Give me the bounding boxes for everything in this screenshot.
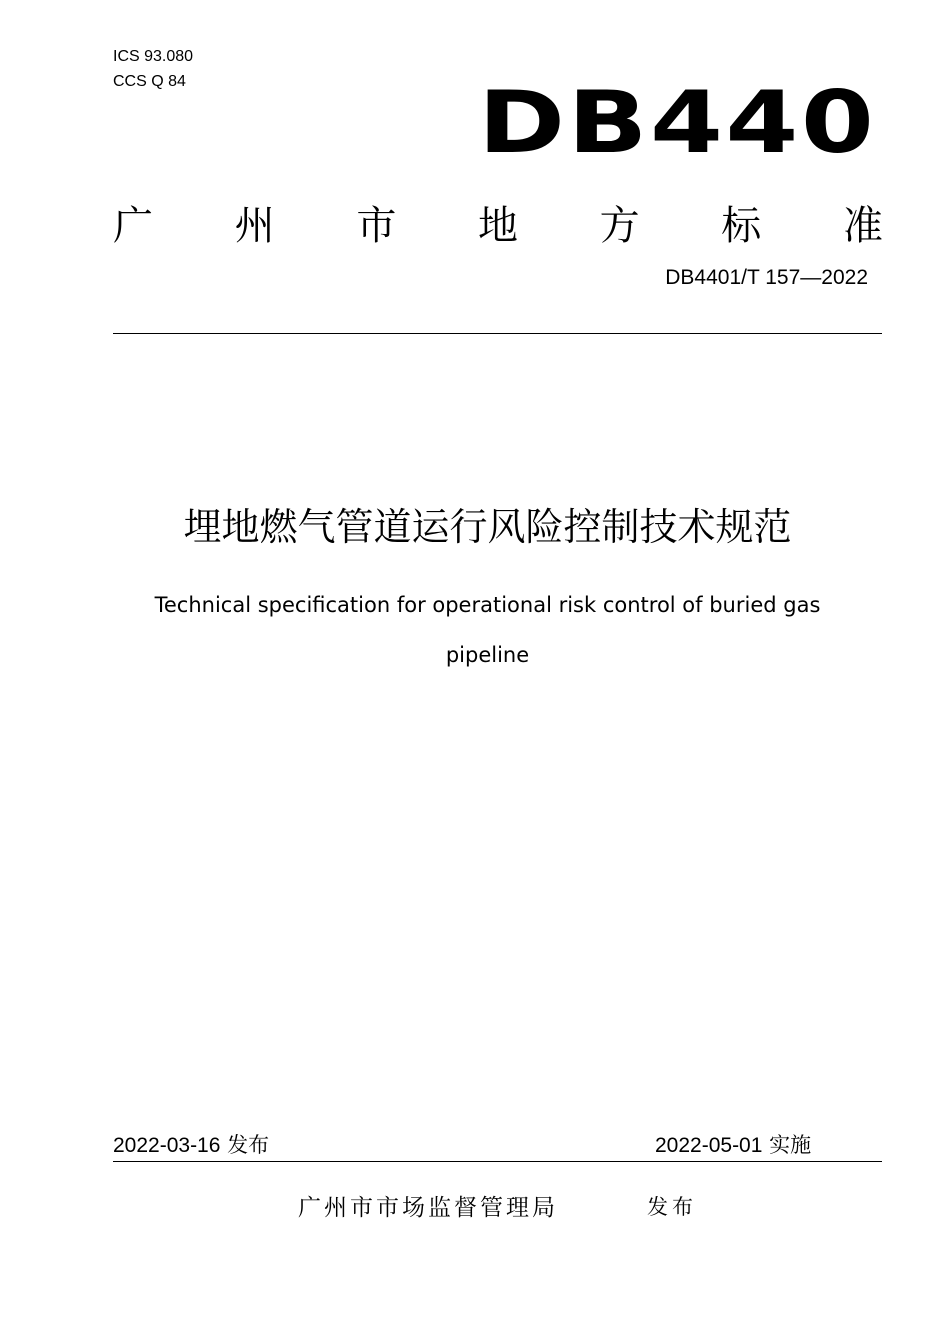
standard-type-char: 市	[356, 203, 397, 249]
issue-date	[113, 1131, 269, 1160]
standard-type-char: 州	[234, 203, 275, 249]
top-divider	[113, 333, 882, 334]
issue-date-value: 2022-03-16	[113, 1134, 221, 1157]
implementation-date-label: 实施	[769, 1133, 812, 1157]
standard-number: DB4401/T 157—2022	[665, 266, 868, 289]
db-standard-logo: DB440	[478, 73, 877, 173]
english-title-line-2: pipeline	[445, 643, 530, 667]
standard-type-char: 地	[477, 203, 518, 249]
english-title-line-1: Technical specification for operational risk control of buried gas	[154, 593, 821, 617]
standard-type-char: 方	[599, 203, 640, 249]
ics-code: ICS 93.080	[113, 48, 194, 65]
bottom-divider	[113, 1161, 882, 1162]
issuing-action: 发布	[647, 1195, 697, 1219]
implementation-date-value: 2022-05-01	[655, 1134, 763, 1157]
standard-type-char: 标	[721, 203, 762, 249]
implementation-date	[655, 1131, 811, 1160]
chinese-title: 埋地燃气管道运行风险控制技术规范	[183, 505, 792, 549]
standard-type-heading	[113, 200, 883, 252]
standard-type-char: 广	[113, 203, 153, 249]
standard-type-char: 准	[842, 203, 883, 249]
issuing-authority: 广州市市场监督管理局	[298, 1195, 558, 1221]
issue-date-label: 发布	[227, 1133, 270, 1157]
ccs-code: CCS Q 84	[113, 73, 186, 90]
